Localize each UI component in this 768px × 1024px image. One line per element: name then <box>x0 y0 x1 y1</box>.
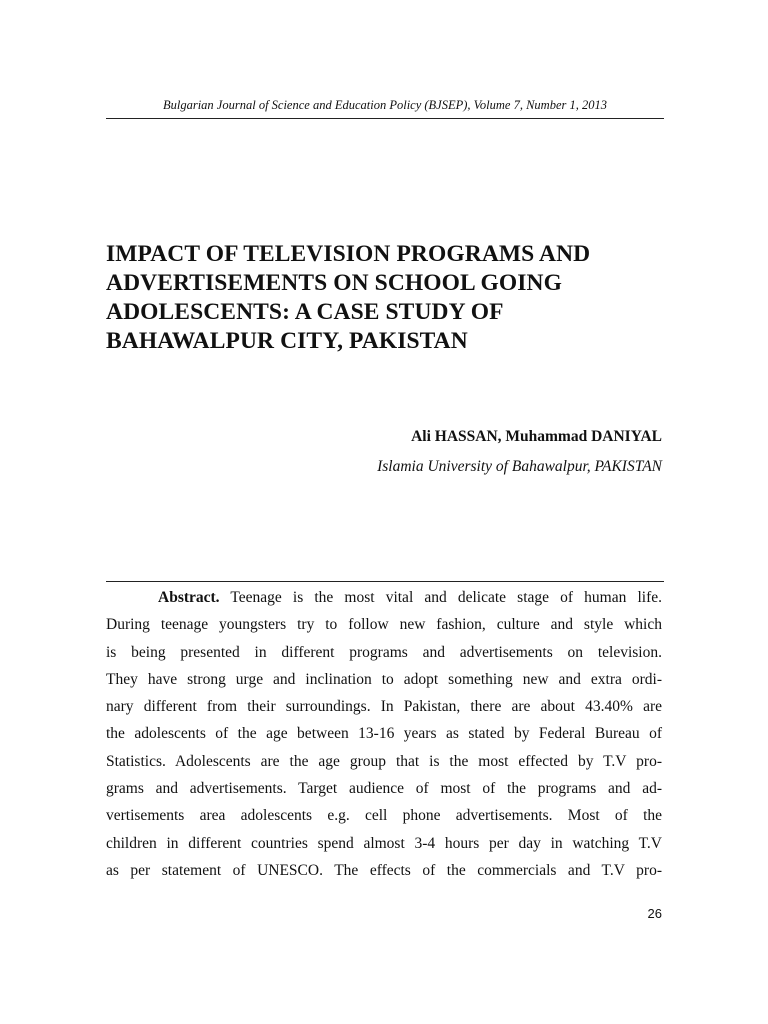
running-header: Bulgarian Journal of Science and Education Policy (BJSEP), Volume 7, Number 1, 2013 <box>162 98 607 112</box>
abstract-line: is being presented in different programs and advertisements on television. <box>106 643 662 661</box>
abstract-line: children in different countries spend almost 3-4 hours per day in watching T.V <box>106 834 662 852</box>
title-line: BAHAWALPUR CITY, PAKISTAN <box>106 328 468 354</box>
abstract-line: as per statement of UNESCO. The effects of the commercials and T.V pro- <box>106 861 662 879</box>
title-line: ADVERTISEMENTS ON SCHOOL GOING <box>106 270 562 296</box>
page-number: 26 <box>647 906 662 921</box>
abstract-body <box>106 584 662 884</box>
abstract-label: Abstract. <box>158 589 220 606</box>
abstract-first-line-text: Teenage is the most vital and delicate stage of human life. <box>219 589 662 606</box>
author-names: Ali HASSAN, Muhammad DANIYAL <box>411 428 662 445</box>
title-line: IMPACT OF TELEVISION PROGRAMS AND <box>106 241 591 267</box>
abstract-line <box>106 584 662 611</box>
title-line: ADOLESCENTS: A CASE STUDY OF <box>106 299 504 325</box>
abstract-divider <box>106 581 664 582</box>
author-affiliation: Islamia University of Bahawalpur, PAKISTAN <box>377 458 662 475</box>
abstract-line: They have strong urge and inclination to adopt something new and extra ordi- <box>106 670 662 688</box>
abstract-line: Statistics. Adolescents are the age group that is the most effected by T.V pro- <box>106 752 662 770</box>
abstract-line: nary different from their surroundings. In Pakistan, there are about 43.40% are <box>106 698 662 716</box>
abstract-line: the adolescents of the age between 13-16 years as stated by Federal Bureau of <box>106 725 662 743</box>
abstract-line: grams and advertisements. Target audience of most of the programs and ad- <box>106 780 662 798</box>
abstract-line: During teenage youngsters try to follow new fashion, culture and style which <box>106 616 662 634</box>
abstract-line: vertisements area adolescents e.g. cell phone advertisements. Most of the <box>106 807 662 825</box>
header-divider <box>106 118 664 119</box>
article-title <box>106 240 676 356</box>
